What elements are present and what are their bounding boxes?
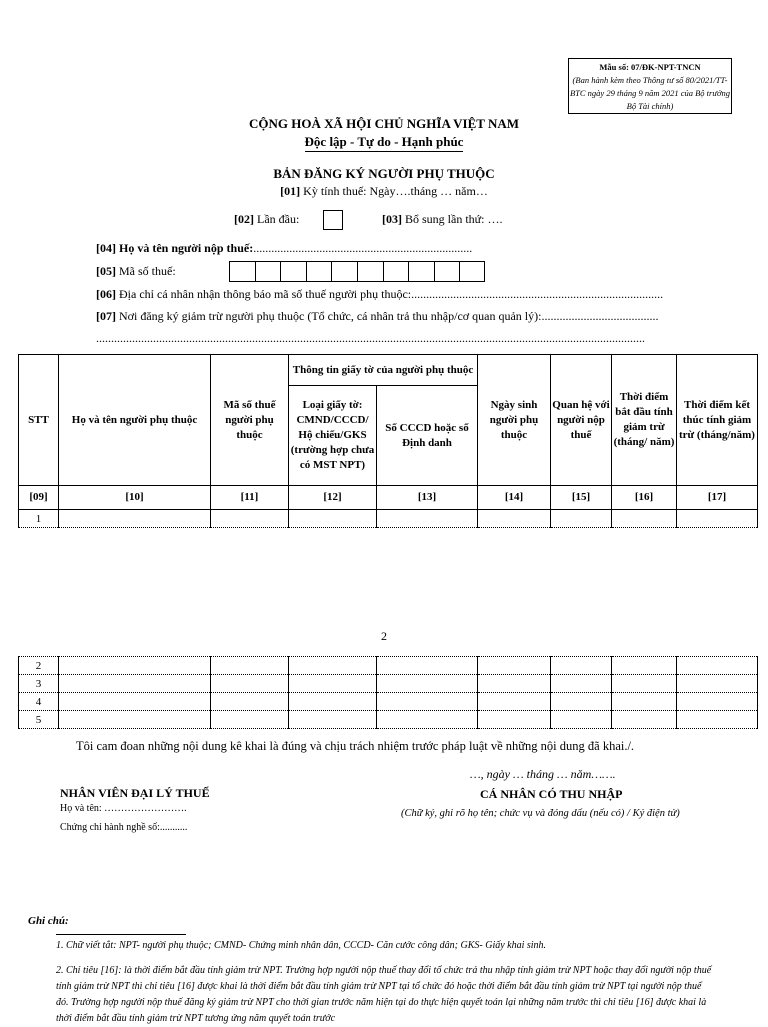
field-06-text: Địa chỉ cá nhân nhận thông báo mã số thuế người phụ thuộc:.................................................................................... bbox=[119, 287, 664, 301]
header-start: Thời điểm bắt đầu tính giảm trừ (tháng/ năm) bbox=[612, 355, 677, 486]
field-03 bbox=[382, 212, 503, 227]
sign-date: …, ngày … tháng … năm……. bbox=[470, 767, 616, 781]
table-row bbox=[19, 711, 758, 729]
field-05 bbox=[96, 264, 176, 279]
field-01-code: [01] bbox=[280, 184, 301, 198]
code-09: [09] bbox=[19, 486, 59, 510]
motto bbox=[0, 134, 768, 150]
code-16: [16] bbox=[612, 486, 677, 510]
header-name: Họ và tên người phụ thuộc bbox=[59, 355, 211, 486]
header-doc-no: Số CCCD hoặc số Định danh bbox=[377, 386, 478, 486]
header-doc-group: Thông tin giấy tờ của người phụ thuộc bbox=[289, 355, 478, 386]
table-row bbox=[19, 510, 758, 528]
field-07 bbox=[96, 309, 658, 324]
field-06-code: [06] bbox=[96, 287, 116, 301]
form-code-box bbox=[568, 58, 732, 114]
note-2: 2. Chỉ tiêu [16]: là thời điểm bắt đầu tính giảm trừ NPT. Trường hợp người nộp thuế thay đổi tổ chức trả thu nhập tính giảm trừ NPT hoặc thay đổi người nộp thuế tính giảm trừ NPT thì chỉ tiêu [16] được khai là thời điểm bắt đầu tính giảm trừ NPT tại tổ chức đó hoặc thời điểm bắt đầu tính giảm trừ NPT tại người nộp thuế đó. Trường hợp người nộp thuế đăng ký giảm trừ NPT cho thời gian trước năm hiện tại do thực hiện quyết toán lại những năm trước thì chỉ tiêu [16] được khai là thời điểm bắt đầu tính giảm trừ NPT tương ứng năm quyết toán trước bbox=[56, 965, 712, 1024]
field-03-text: Bổ sung lần thứ: …. bbox=[405, 212, 503, 226]
table-row bbox=[19, 693, 758, 711]
form-issuance-note: (Ban hành kèm theo Thông tư số 80/2021/TT-BTC ngày 29 tháng 9 năm 2021 của Bộ trưởng Bộ Tài chính) bbox=[569, 75, 731, 111]
tax-id-digit-box[interactable] bbox=[255, 261, 281, 282]
notes-title: Ghi chú: bbox=[28, 915, 69, 927]
code-14: [14] bbox=[478, 486, 551, 510]
field-04 bbox=[96, 241, 472, 256]
tax-id-digit-box[interactable] bbox=[331, 261, 357, 282]
header-tin: Mã số thuế người phụ thuộc bbox=[211, 355, 289, 486]
tax-id-digit-box[interactable] bbox=[357, 261, 383, 282]
header-doc-type: Loại giấy tờ: CMND/CCCD/ Hộ chiếu/GKS (trường hợp chưa có MST NPT) bbox=[289, 386, 377, 486]
first-time-checkbox[interactable] bbox=[323, 210, 343, 230]
field-02-code: [02] bbox=[234, 212, 254, 226]
dependents-table-continued bbox=[18, 656, 758, 729]
tax-id-digit-box[interactable] bbox=[229, 261, 255, 282]
code-11: [11] bbox=[211, 486, 289, 510]
code-10: [10] bbox=[59, 486, 211, 510]
commitment-text: Tôi cam đoan những nội dung kê khai là đúng và chịu trách nhiệm trước pháp luật về những nội dung đã khai./. bbox=[76, 739, 635, 753]
taxpayer-name-input[interactable]: ......................................................................... bbox=[253, 241, 473, 255]
field-01-text: Kỳ tính thuế: Ngày….tháng … năm… bbox=[303, 184, 488, 198]
dependents-table bbox=[18, 354, 758, 528]
agent-name: Họ và tên: ……………………. bbox=[60, 803, 187, 814]
code-17: [17] bbox=[677, 486, 758, 510]
field-07-text: Nơi đăng ký giảm trừ người phụ thuộc (Tổ chức, cá nhân trả thu nhập/cơ quan quản lý):....................................... bbox=[119, 309, 659, 323]
header-stt: STT bbox=[19, 355, 59, 486]
taxpayer-title: CÁ NHÂN CÓ THU NHẬP bbox=[480, 787, 623, 801]
field-06 bbox=[96, 287, 663, 302]
agent-certificate: Chứng chỉ hành nghề số:........... bbox=[60, 822, 188, 833]
tax-id-digit-box[interactable] bbox=[408, 261, 434, 282]
notes-divider bbox=[56, 934, 186, 935]
field-01 bbox=[0, 184, 768, 199]
code-15: [15] bbox=[551, 486, 612, 510]
note-1: 1. Chữ viết tắt: NPT- người phụ thuộc; CMND- Chứng minh nhân dân, CCCD- Căn cước công dân; GKS- Giấy khai sinh. bbox=[56, 940, 547, 951]
field-05-code: [05] bbox=[96, 264, 116, 278]
field-02 bbox=[234, 212, 299, 227]
row-number: 2 bbox=[19, 657, 59, 675]
registration-place-input[interactable]: ....................................................................................................................................................................................... bbox=[96, 331, 645, 345]
row-number: 4 bbox=[19, 693, 59, 711]
table-row bbox=[19, 675, 758, 693]
row-number: 1 bbox=[19, 510, 59, 528]
row-number: 3 bbox=[19, 675, 59, 693]
page-number: 2 bbox=[381, 629, 387, 643]
tax-id-digit-box[interactable] bbox=[306, 261, 332, 282]
header-dob: Ngày sinh người phụ thuộc bbox=[478, 355, 551, 486]
tax-id-digit-box[interactable] bbox=[280, 261, 306, 282]
motto-text: Độc lập - Tự do - Hạnh phúc bbox=[305, 134, 464, 152]
document-title: BẢN ĐĂNG KÝ NGƯỜI PHỤ THUỘC bbox=[273, 166, 495, 181]
code-13: [13] bbox=[377, 486, 478, 510]
field-03-code: [03] bbox=[382, 212, 402, 226]
row-number: 5 bbox=[19, 711, 59, 729]
field-02-text: Lần đầu: bbox=[257, 212, 300, 226]
header-end: Thời điểm kết thúc tính giảm trừ (tháng/năm) bbox=[677, 355, 758, 486]
tax-id-boxes[interactable] bbox=[229, 261, 485, 282]
taxpayer-sign-note: (Chữ ký, ghi rõ họ tên; chức vụ và đóng dấu (nếu có) / Ký điện tử) bbox=[401, 808, 680, 819]
header-relation: Quan hệ với người nộp thuế bbox=[551, 355, 612, 486]
tax-id-digit-box[interactable] bbox=[434, 261, 460, 282]
field-07-code: [07] bbox=[96, 309, 116, 323]
tax-id-digit-box[interactable] bbox=[459, 261, 485, 282]
form-code: Mẫu số: 07/ĐK-NPT-TNCN bbox=[599, 62, 701, 72]
field-04-label: [04] Họ và tên người nộp thuế: bbox=[96, 241, 254, 255]
tax-id-digit-box[interactable] bbox=[383, 261, 409, 282]
table-row bbox=[19, 657, 758, 675]
field-05-text: Mã số thuế: bbox=[119, 264, 176, 278]
agent-title: NHÂN VIÊN ĐẠI LÝ THUẾ bbox=[60, 786, 210, 800]
nation-title: CỘNG HOÀ XÃ HỘI CHỦ NGHĨA VIỆT NAM bbox=[248, 116, 520, 131]
code-12: [12] bbox=[289, 486, 377, 510]
